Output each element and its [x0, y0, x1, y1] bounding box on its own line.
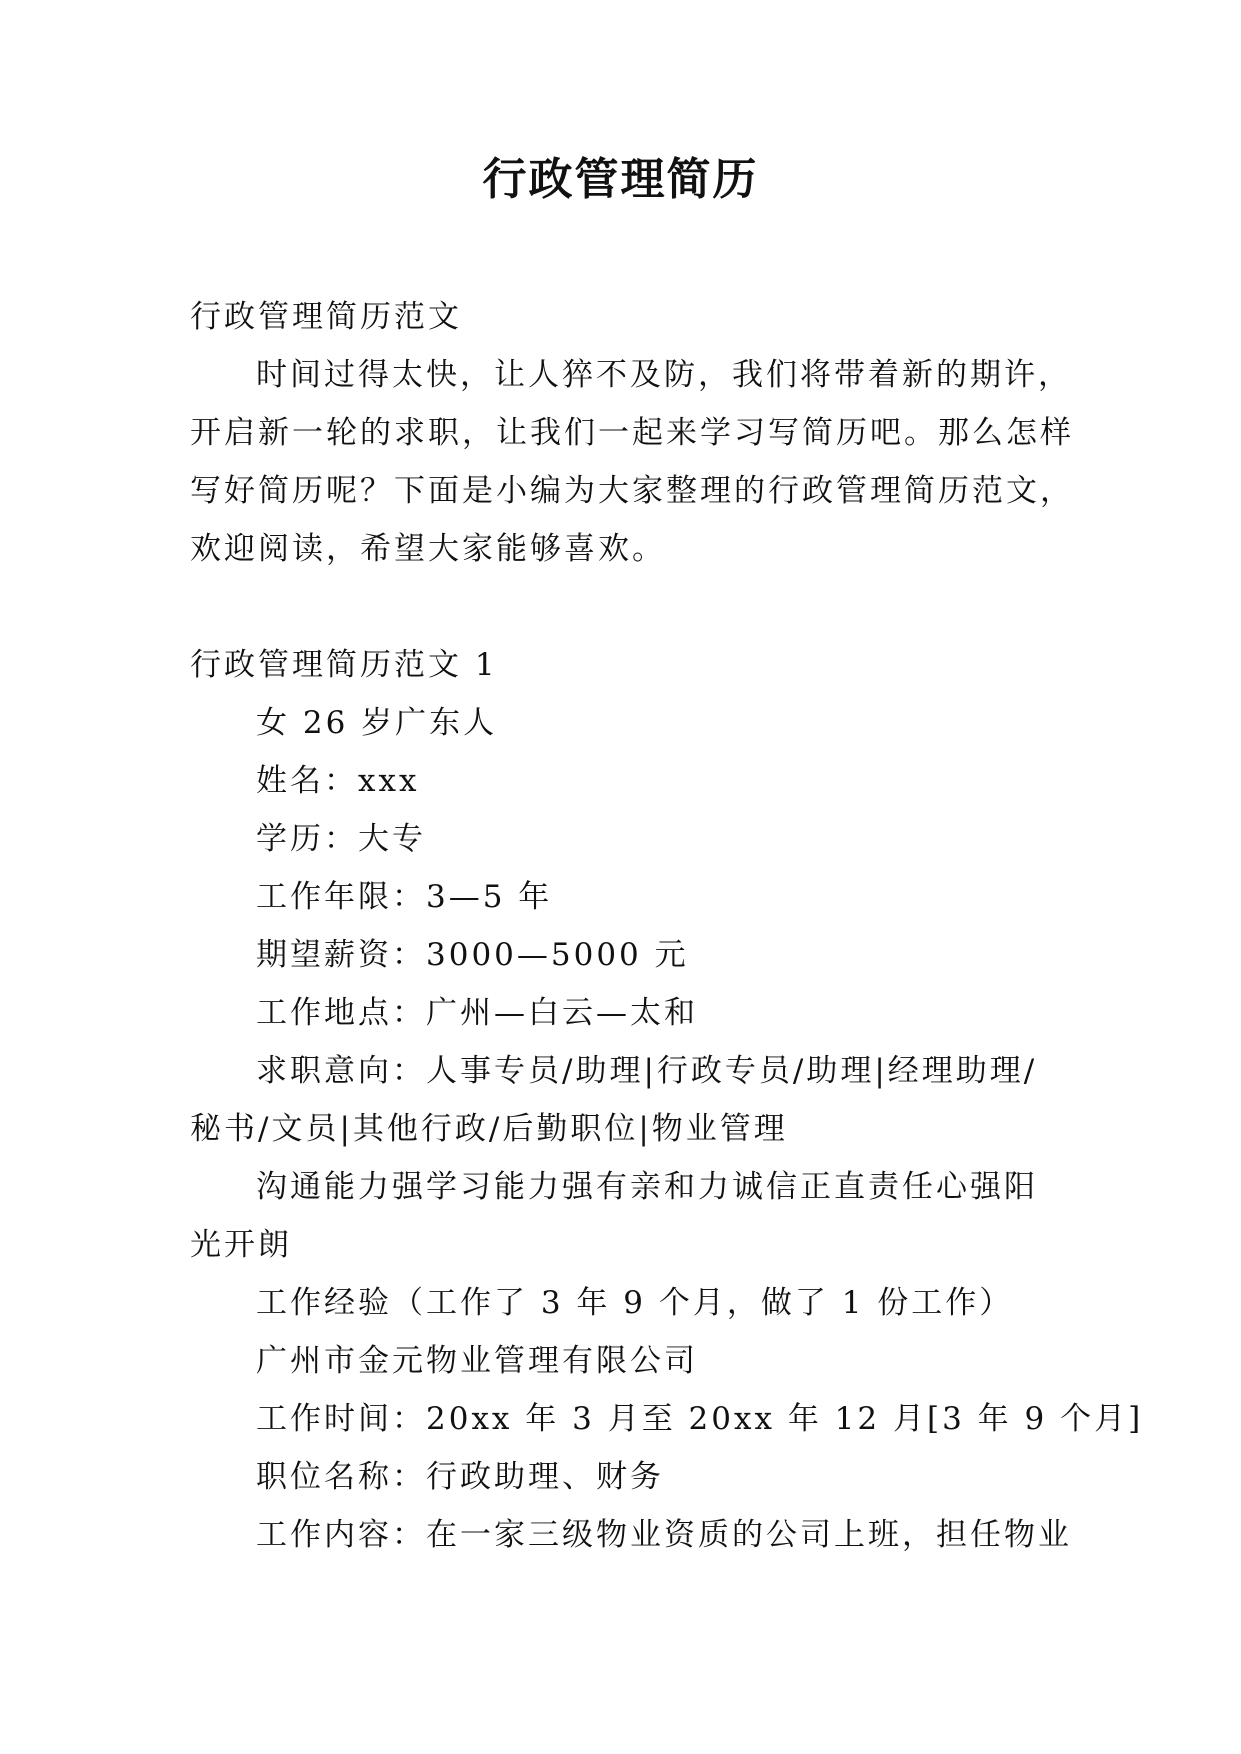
self-evaluation-line: 光开朗: [190, 1227, 292, 1263]
job-intention-line: 求职意向：人事专员/助理|行政专员/助理|经理助理/: [256, 1053, 1038, 1089]
document-body: [190, 288, 1144, 1564]
paragraph-gap: [190, 578, 1070, 636]
work-content-line: 工作内容：在一家三级物业资质的公司上班，担任物业: [256, 1517, 1072, 1553]
work-experience-line: 工作经验（工作了 3 年 9 个月，做了 1 份工作）: [256, 1285, 1014, 1321]
document-title: 行政管理简历: [482, 154, 759, 205]
paragraph-line: 写好简历呢？下面是小编为大家整理的行政管理简历范文，: [190, 473, 1074, 509]
section-heading: 行政管理简历范文 1: [190, 647, 498, 683]
company-line: 广州市金元物业管理有限公司: [256, 1343, 698, 1379]
work-location-line: 工作地点：广州—白云—太和: [256, 995, 698, 1031]
profile-line: 女 26 岁广东人: [256, 705, 498, 741]
self-evaluation-line: 沟通能力强学习能力强有亲和力诚信正直责任心强阳: [256, 1169, 1038, 1205]
job-intention-line: 秘书/文员|其他行政/后勤职位|物业管理: [190, 1111, 788, 1147]
paragraph-line: 欢迎阅读，希望大家能够喜欢。: [190, 531, 666, 567]
work-years-line: 工作年限：3—5 年: [256, 879, 553, 915]
position-line: 职位名称：行政助理、财务: [256, 1459, 664, 1495]
paragraph-line: 时间过得太快，让人猝不及防，我们将带着新的期许，: [256, 357, 1072, 393]
paragraph-line: 开启新一轮的求职，让我们一起来学习写简历吧。那么怎样: [190, 415, 1074, 451]
expected-salary-line: 期望薪资：3000—5000 元: [256, 937, 689, 973]
education-line: 学历：大专: [256, 821, 426, 857]
work-time-line: 工作时间：20xx 年 3 月至 20xx 年 12 月[3 年 9 个月]: [256, 1401, 1144, 1437]
section-heading: 行政管理简历范文: [190, 299, 462, 335]
name-line: 姓名：xxx: [256, 763, 420, 799]
